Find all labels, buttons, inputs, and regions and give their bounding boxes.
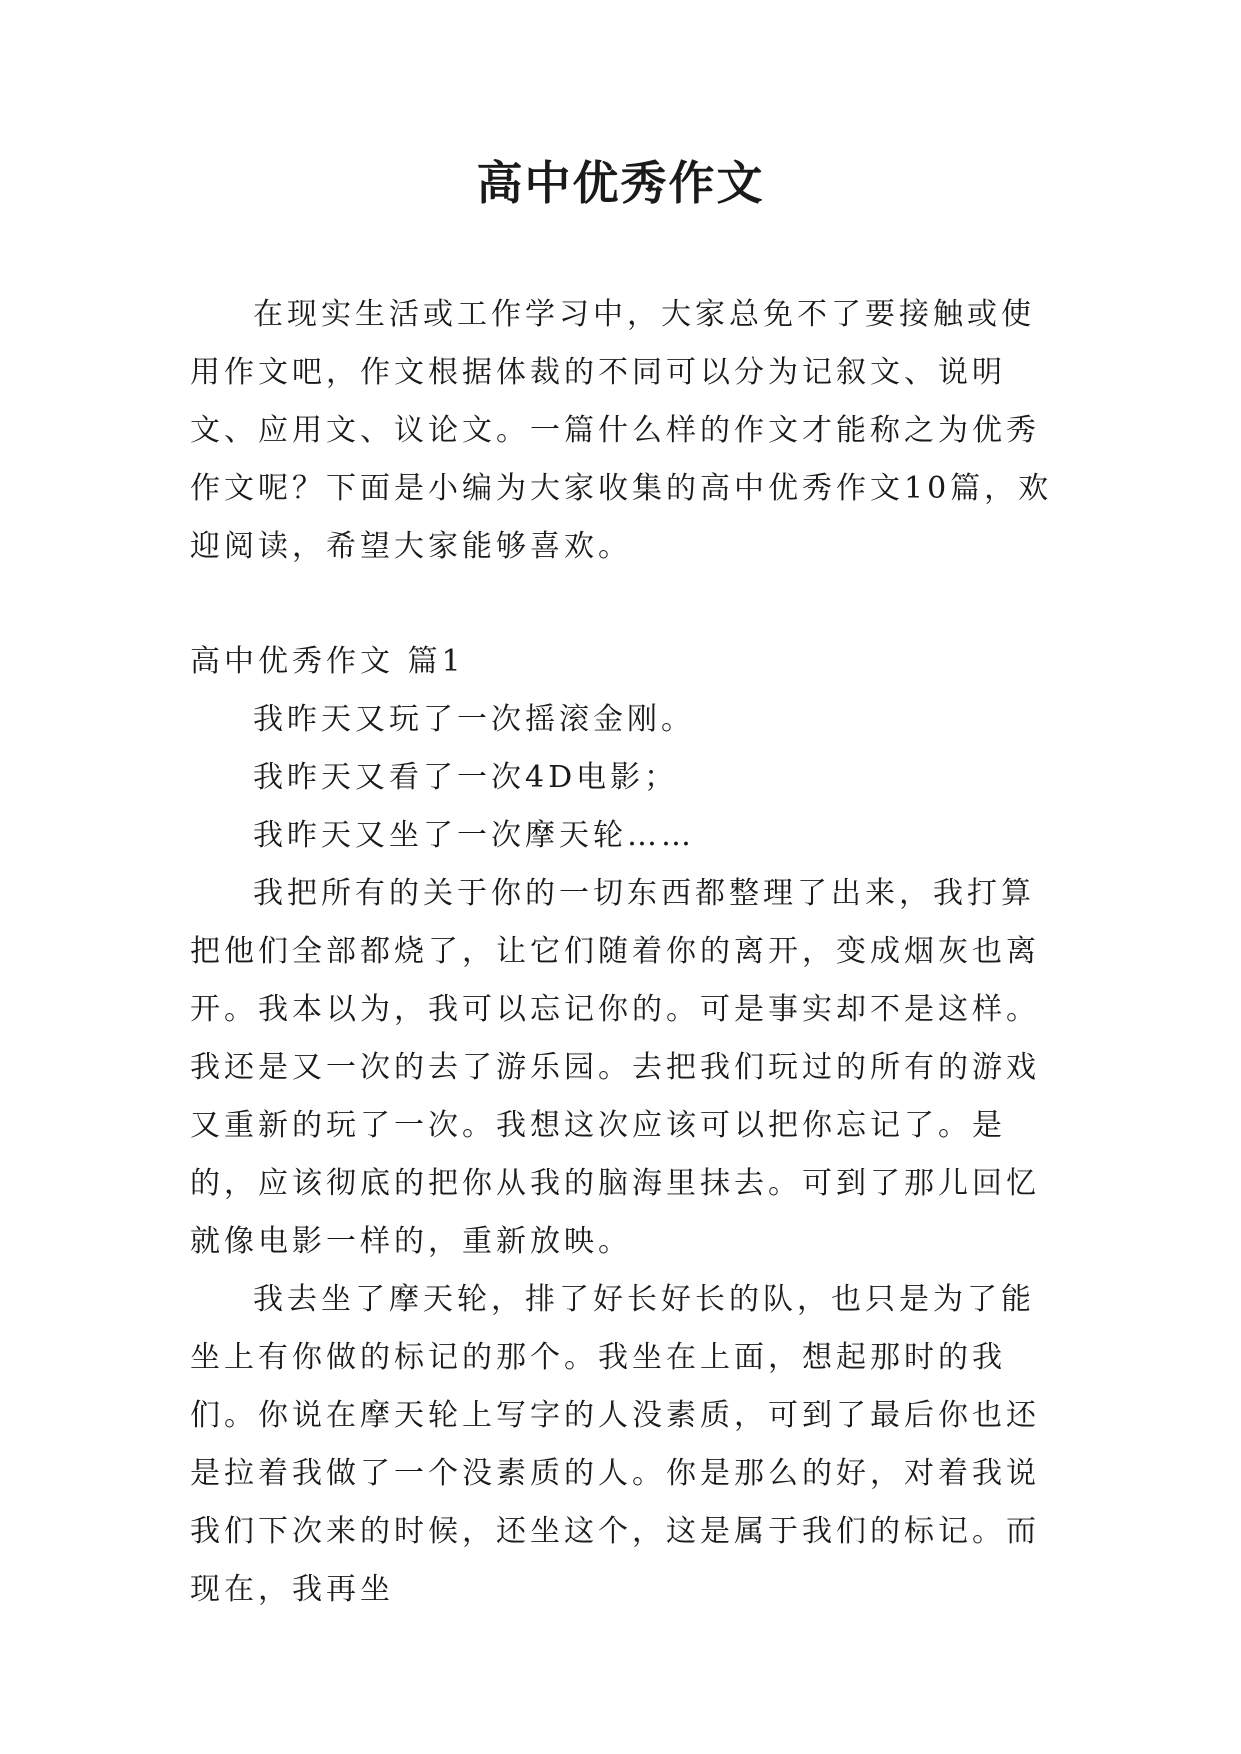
- article-section: [190, 633, 1060, 1619]
- intro-paragraph: 在现实生活或工作学习中，大家总免不了要接触或使用作文吧，作文根据体裁的不同可以分为记叙文、说明文、应用文、议论文。一篇什么样的作文才能称之为优秀作文呢？下面是小编为大家收集的高中优秀作文10篇，欢迎阅读，希望大家能够喜欢。: [190, 297, 1053, 564]
- section-heading: 高中优秀作文 篇1: [190, 644, 465, 679]
- document-title: 高中优秀作文: [476, 156, 765, 210]
- article-paragraph: 我去坐了摩天轮，排了好长好长的队，也只是为了能坐上有你做的标记的那个。我坐在上面，想起那时的我们。你说在摩天轮上写字的人没素质，可到了最后你也还是拉着我做了一个没素质的人。你是那么的好，对着我说我们下次来的时候，还坐这个，这是属于我们的标记。而现在，我再坐: [190, 1282, 1040, 1607]
- article-paragraph: 我昨天又坐了一次摩天轮……: [253, 818, 695, 853]
- article-paragraph: 我把所有的关于你的一切东西都整理了出来，我打算把他们全部都烧了，让它们随着你的离开，变成烟灰也离开。我本以为，我可以忘记你的。可是事实却不是这样。我还是又一次的去了游乐园。去把我们玩过的所有的游戏又重新的玩了一次。我想这次应该可以把你忘记了。是的，应该彻底的把你从我的脑海里抹去。可到了那儿回忆就像电影一样的，重新放映。: [190, 876, 1040, 1259]
- article-paragraph: 我昨天又看了一次4D电影；: [253, 760, 679, 795]
- article-paragraph: 我昨天又玩了一次摇滚金刚。: [253, 702, 695, 737]
